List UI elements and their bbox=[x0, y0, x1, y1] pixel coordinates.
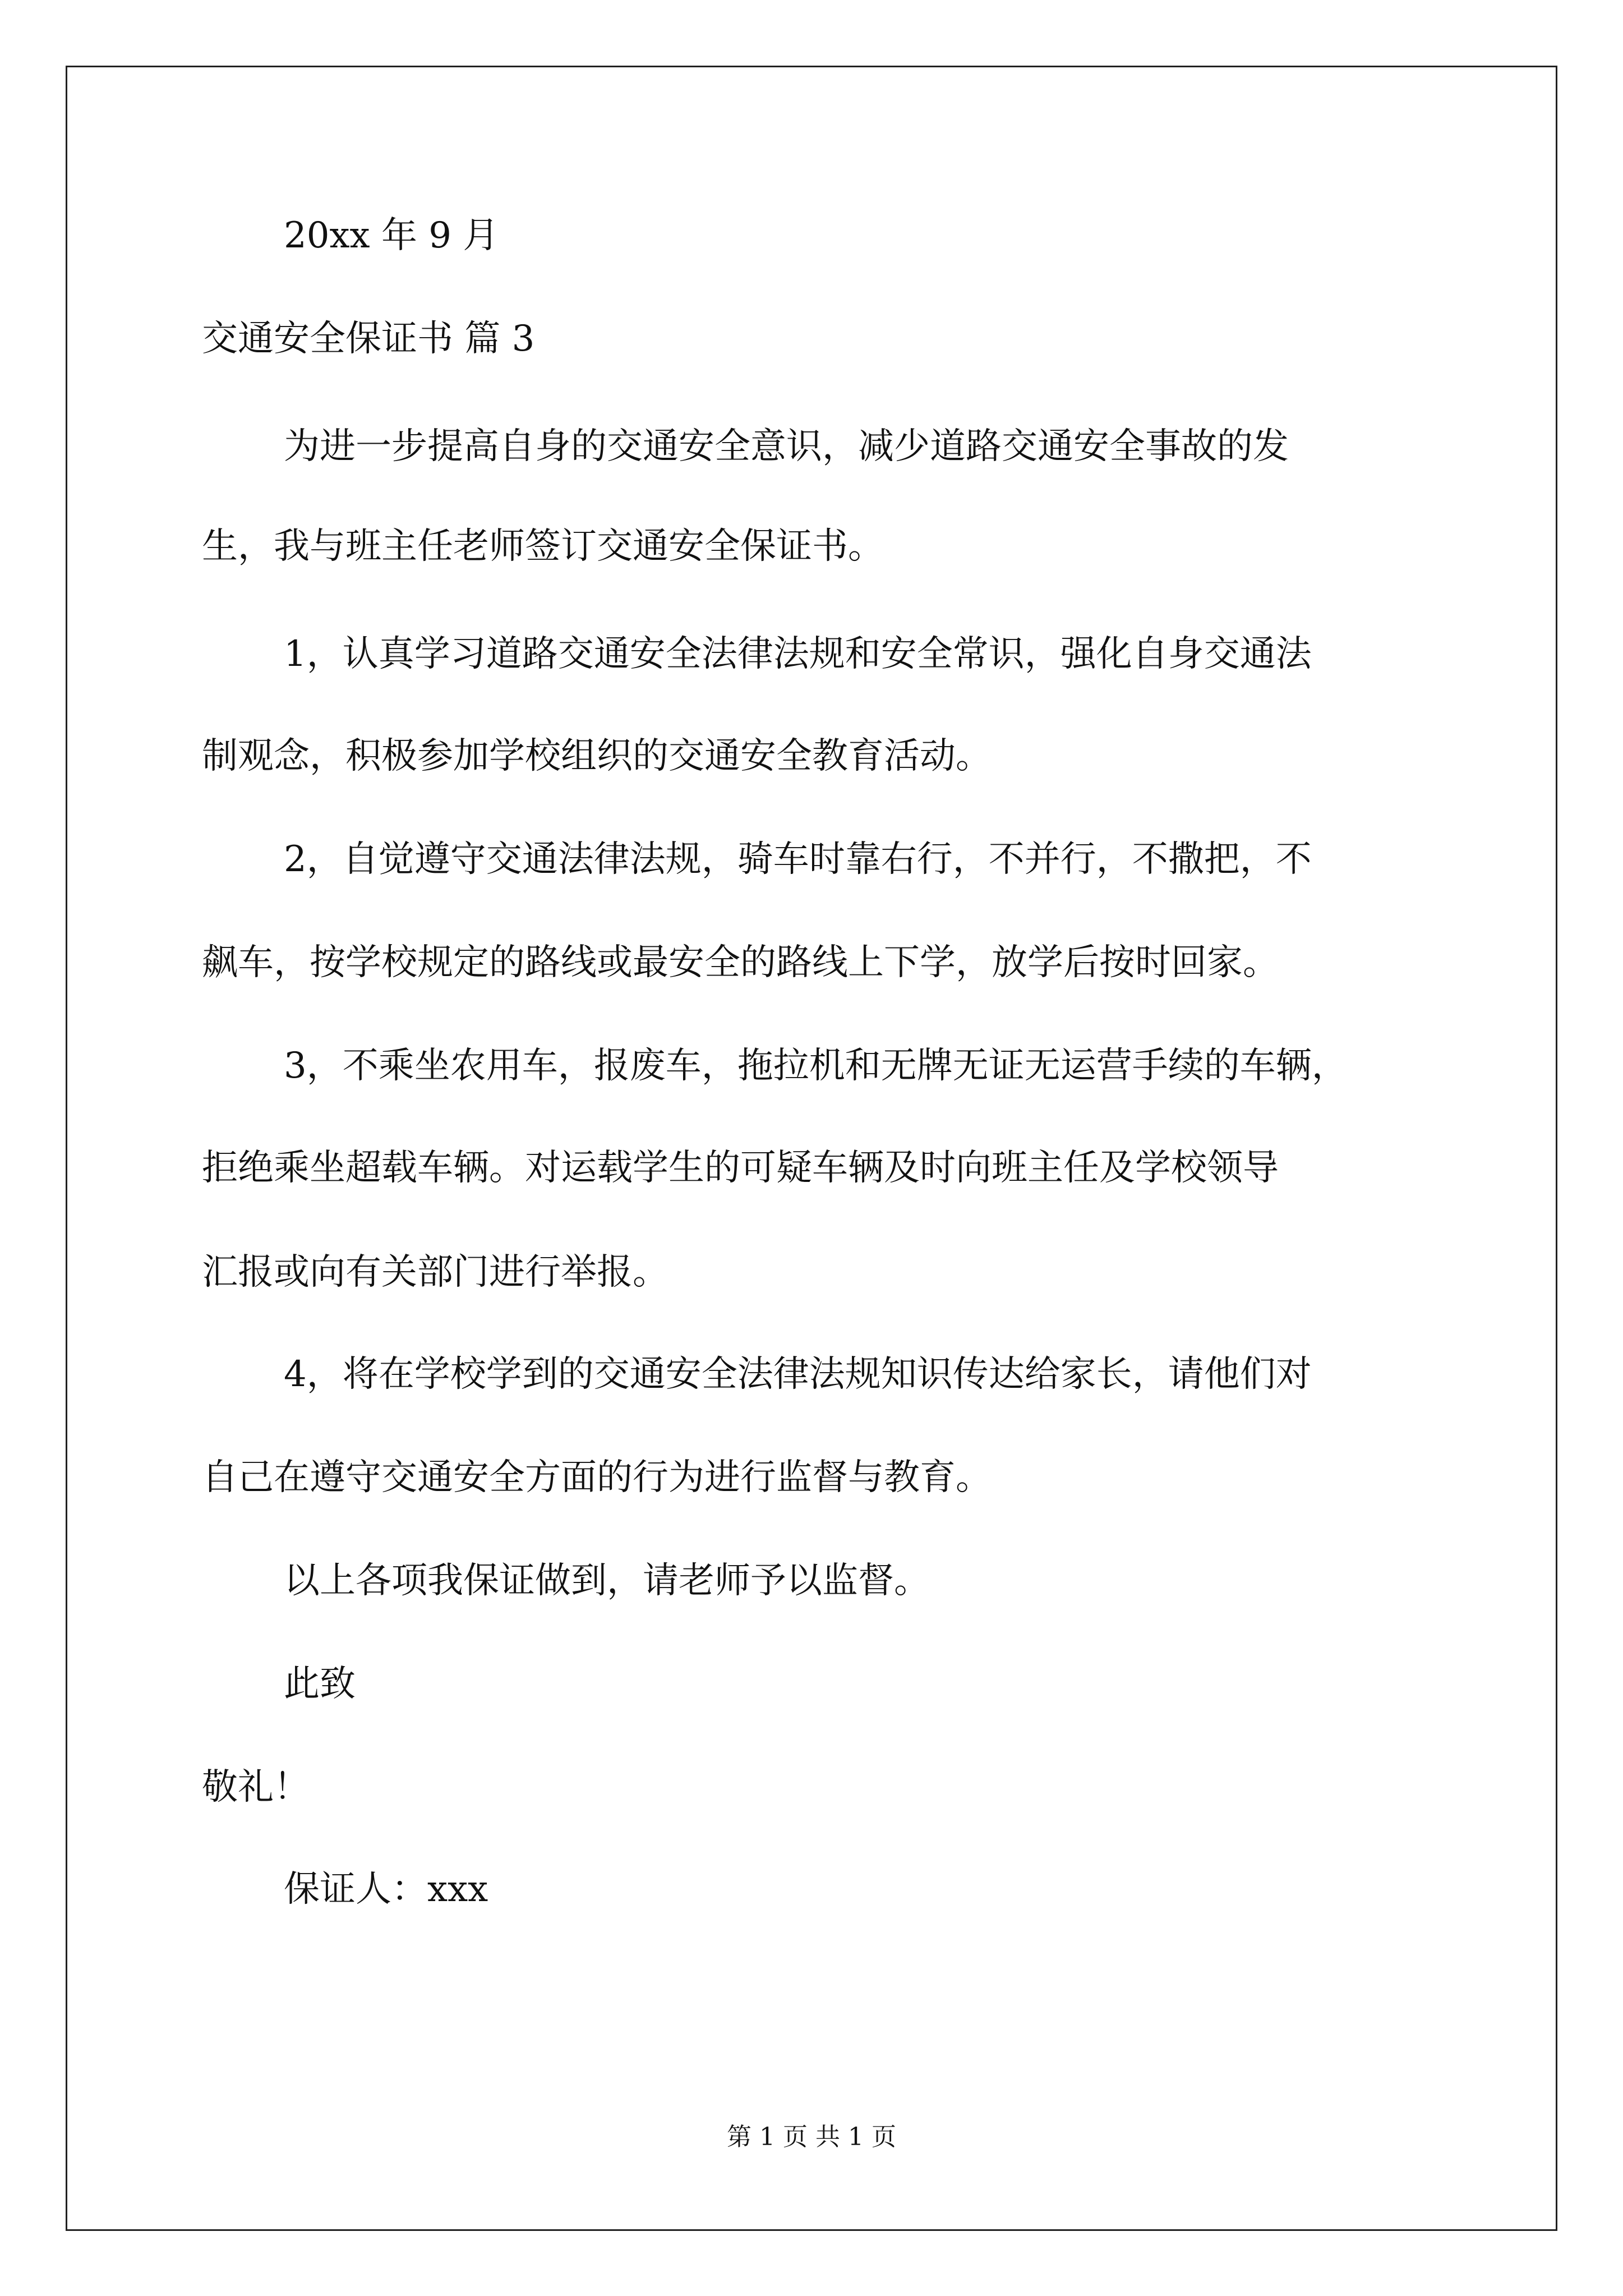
salute-line: 此致 bbox=[284, 1663, 356, 1705]
paragraph-intro-line-1: 为进一步提高自身的交通安全意识，减少道路交通安全事故的发 bbox=[284, 426, 1289, 467]
paragraph-item2-line-2: 飙车，按学校规定的路线或最安全的路线上下学，放学后按时回家。 bbox=[202, 942, 1279, 983]
paragraph-item4-line-2: 自己在遵守交通安全方面的行为进行监督与教育。 bbox=[202, 1457, 992, 1498]
signer-line: 保证人：xxx bbox=[284, 1869, 488, 1910]
paragraph-closing: 以上各项我保证做到，请老师予以监督。 bbox=[284, 1560, 930, 1602]
paragraph-item4-line-1: 4，将在学校学到的交通安全法律法规知识传达给家长，请他们对 bbox=[284, 1354, 1312, 1395]
paragraph-intro-line-2: 生，我与班主任老师签订交通安全保证书。 bbox=[202, 526, 884, 567]
paragraph-item3-line-1: 3，不乘坐农用车，报废车，拖拉机和无牌无证无运营手续的车辆， bbox=[284, 1045, 1348, 1087]
paragraph-item3-line-2: 拒绝乘坐超载车辆。对运载学生的可疑车辆及时向班主任及学校领导 bbox=[202, 1147, 1279, 1189]
regards-line: 敬礼！ bbox=[202, 1766, 310, 1808]
paragraph-item1-line-1: 1，认真学习道路交通安全法律法规和安全常识，强化自身交通法 bbox=[284, 633, 1312, 675]
page-footer: 第 1 页 共 1 页 bbox=[727, 2123, 896, 2151]
paragraph-item2-line-1: 2，自觉遵守交通法律法规，骑车时靠右行，不并行，不撒把，不 bbox=[284, 839, 1312, 880]
section-title: 交通安全保证书 篇 3 bbox=[202, 318, 535, 360]
paragraph-item1-line-2: 制观念，积极参加学校组织的交通安全教育活动。 bbox=[202, 735, 992, 777]
date-line: 20xx 年 9 月 bbox=[284, 215, 499, 256]
paragraph-item3-line-3: 汇报或向有关部门进行举报。 bbox=[202, 1251, 668, 1293]
